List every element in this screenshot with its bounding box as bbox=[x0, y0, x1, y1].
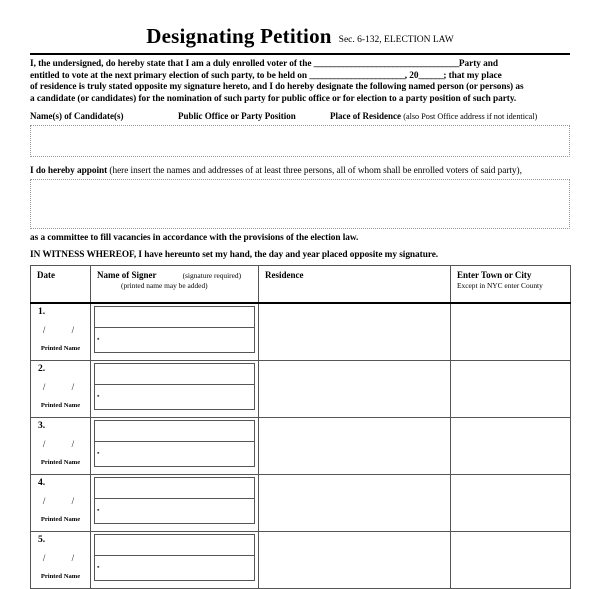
printed-name-label: Printed Name bbox=[40, 516, 81, 524]
row-number: 4. bbox=[38, 478, 46, 489]
town-cell[interactable] bbox=[451, 303, 571, 361]
field-marker: ▪ bbox=[97, 449, 100, 458]
title-block bbox=[0, 0, 600, 49]
date-slashes: / / bbox=[42, 553, 87, 564]
witness-clause: IN WITNESS WHEREOF, I have hereunto set my hand, the day and year placed opposite my signature. bbox=[30, 250, 439, 261]
residence-cell[interactable] bbox=[259, 361, 451, 418]
header-public-office: Public Office or Party Position bbox=[178, 111, 296, 122]
statement-line-4: a candidate (or candidates) for the nomination of such party for public office or for election to a party position of such party. bbox=[30, 93, 517, 104]
town-header-sub: Except in NYC enter County bbox=[457, 281, 543, 291]
statement-line-2-text-a: entitled to vote at the next primary election of such party, to be held on bbox=[30, 70, 310, 81]
date-slashes: / / bbox=[42, 382, 87, 393]
column-header-town-or-city bbox=[451, 266, 571, 304]
town-cell[interactable] bbox=[451, 475, 571, 532]
date-slashes: / / bbox=[42, 325, 87, 336]
candidates-entry-box[interactable] bbox=[30, 125, 570, 157]
party-blank[interactable]: ___________________________________ bbox=[313, 59, 459, 69]
primary-date-blank[interactable]: _______________________ bbox=[309, 70, 405, 81]
signer-cell[interactable] bbox=[91, 303, 259, 361]
table-row bbox=[31, 361, 571, 418]
appoint-note-text: (here insert the names and addresses of at least three persons, all of whom shall be enrolled voters of said party), bbox=[109, 166, 522, 177]
table-row bbox=[31, 303, 571, 361]
row-number: 2. bbox=[38, 364, 46, 375]
statement-line-2 bbox=[30, 71, 570, 83]
table-row bbox=[31, 475, 571, 532]
header-residence-note: (also Post Office address if not identical) bbox=[403, 112, 538, 122]
signature-field[interactable] bbox=[94, 534, 255, 555]
signature-table-body bbox=[31, 303, 571, 589]
town-cell[interactable] bbox=[451, 361, 571, 418]
statement-line-1-text-b: Party and bbox=[458, 59, 498, 69]
printed-name-label: Printed Name bbox=[40, 573, 81, 581]
field-marker: ▪ bbox=[97, 335, 100, 344]
field-marker: ▪ bbox=[97, 563, 100, 572]
committee-entry-box[interactable] bbox=[30, 179, 570, 229]
date-cell[interactable] bbox=[31, 303, 91, 361]
date-cell[interactable] bbox=[31, 475, 91, 532]
row-number: 3. bbox=[38, 421, 46, 432]
signature-field[interactable] bbox=[94, 420, 255, 441]
printed-name-field[interactable] bbox=[94, 555, 255, 581]
statement-line-3: of residence is truly stated opposite my signature hereto, and I do hereby designate the following named person (or persons) as bbox=[30, 82, 524, 93]
signer-header-main: Name of Signer bbox=[97, 270, 159, 281]
committee-clause: as a committee to fill vacancies in accordance with the provisions of the election law. bbox=[30, 233, 359, 244]
appoint-instruction bbox=[30, 166, 570, 176]
printed-name-field[interactable] bbox=[94, 498, 255, 524]
signer-cell[interactable] bbox=[91, 475, 259, 532]
printed-name-label: Printed Name bbox=[40, 345, 81, 353]
appoint-bold-text: I do hereby appoint bbox=[30, 166, 110, 177]
printed-name-field[interactable] bbox=[94, 327, 255, 353]
town-header-main: Enter Town or City bbox=[457, 270, 532, 281]
signature-field[interactable] bbox=[94, 363, 255, 384]
town-cell[interactable] bbox=[451, 418, 571, 475]
row-number: 1. bbox=[38, 307, 46, 318]
signer-header-paren: (signature required) bbox=[182, 271, 242, 281]
candidate-column-headers bbox=[30, 111, 570, 123]
signer-cell[interactable] bbox=[91, 361, 259, 418]
table-row bbox=[31, 418, 571, 475]
date-slashes: / / bbox=[42, 439, 87, 450]
statement-line-2-text-c: ; that my place bbox=[443, 70, 502, 81]
statement-paragraph bbox=[30, 55, 570, 105]
header-place-of-residence bbox=[330, 111, 537, 121]
column-header-name-of-signer bbox=[91, 266, 259, 304]
date-cell[interactable] bbox=[31, 361, 91, 418]
header-candidate-names: Name(s) of Candidate(s) bbox=[30, 111, 124, 122]
printed-name-label: Printed Name bbox=[40, 459, 81, 467]
residence-cell[interactable] bbox=[259, 532, 451, 589]
signer-cell[interactable] bbox=[91, 532, 259, 589]
law-citation: Sec. 6-132, ELECTION LAW bbox=[338, 35, 454, 45]
printed-name-label: Printed Name bbox=[40, 402, 81, 410]
statement-line-2-text-b: , 20 bbox=[404, 70, 419, 81]
signer-header-sub: (printed name may be added) bbox=[121, 281, 208, 291]
year-blank[interactable]: ______ bbox=[418, 70, 444, 81]
date-cell[interactable] bbox=[31, 532, 91, 589]
page-title: Designating Petition bbox=[146, 24, 332, 48]
signature-table-header-row bbox=[31, 266, 571, 304]
row-number: 5. bbox=[38, 535, 46, 546]
town-cell[interactable] bbox=[451, 532, 571, 589]
header-residence-bold: Place of Residence bbox=[330, 111, 404, 122]
signature-field[interactable] bbox=[94, 477, 255, 498]
column-header-date: Date bbox=[31, 266, 91, 304]
date-cell[interactable] bbox=[31, 418, 91, 475]
signature-field[interactable] bbox=[94, 306, 255, 327]
statement-line-1 bbox=[30, 55, 570, 71]
residence-cell[interactable] bbox=[259, 475, 451, 532]
column-header-residence: Residence bbox=[259, 266, 451, 304]
residence-cell[interactable] bbox=[259, 303, 451, 361]
signature-table bbox=[30, 265, 571, 589]
date-slashes: / / bbox=[42, 496, 87, 507]
signer-cell[interactable] bbox=[91, 418, 259, 475]
residence-cell[interactable] bbox=[259, 418, 451, 475]
printed-name-field[interactable] bbox=[94, 384, 255, 410]
table-row bbox=[31, 532, 571, 589]
field-marker: ▪ bbox=[97, 506, 100, 515]
statement-line-1-text-a: I, the undersigned, do hereby state that I am a duly enrolled voter of the bbox=[30, 59, 314, 69]
printed-name-field[interactable] bbox=[94, 441, 255, 467]
field-marker: ▪ bbox=[97, 392, 100, 401]
